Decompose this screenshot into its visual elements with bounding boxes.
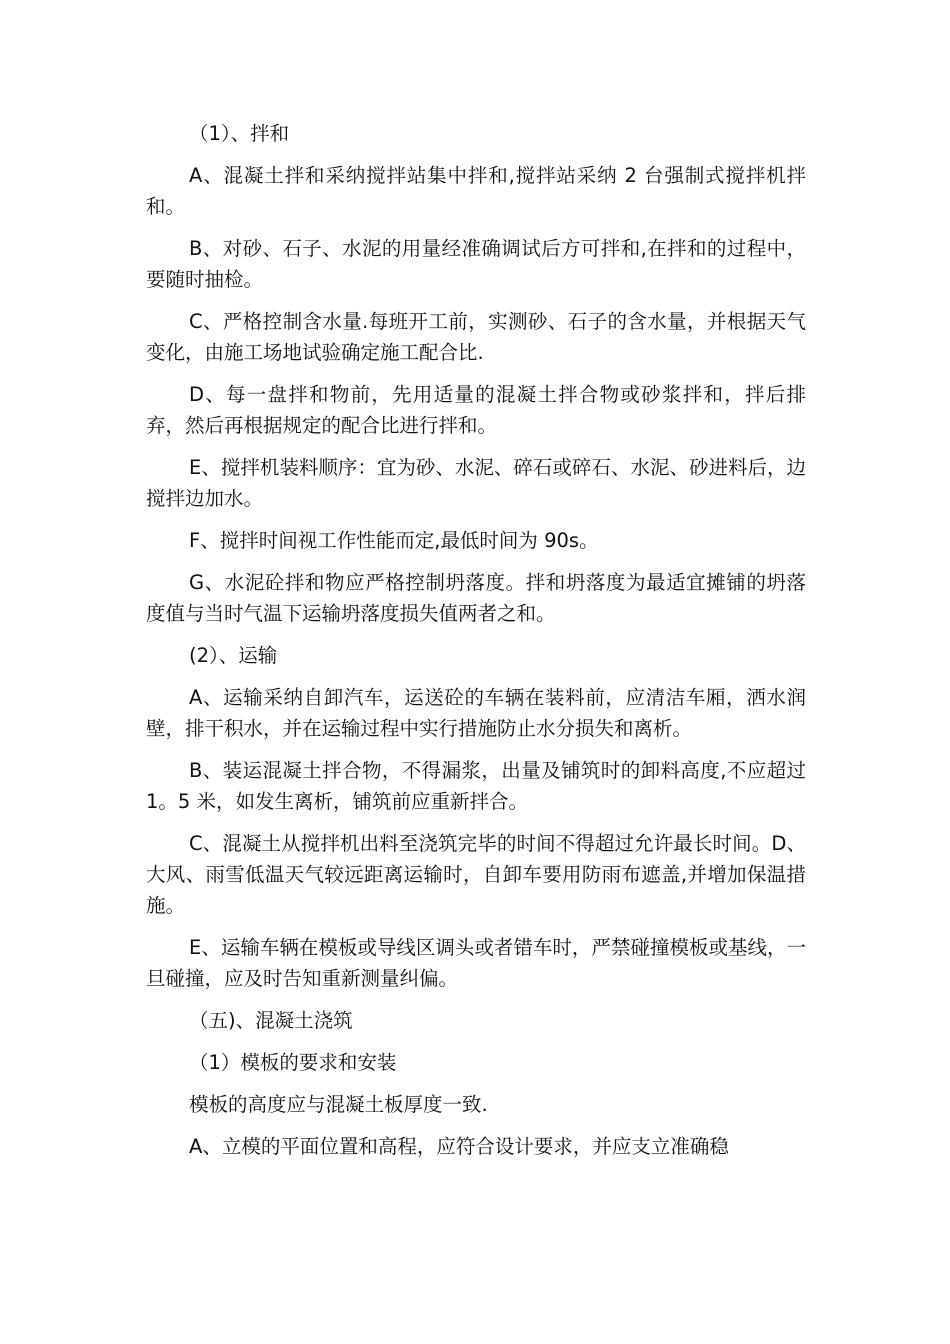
paragraph-transport-e: E、运输车辆在模板或导线区调头或者错车时，严禁碰撞模板或基线，一旦碰撞，应及时告知重新测量纠偏。 [146, 936, 806, 990]
paragraph-mixing-b: B、对砂、石子、水泥的用量经准确调试后方可拌和,在拌和的过程中，要随时抽检。 [146, 237, 806, 291]
section-heading-transport: (2）、运输 [189, 644, 278, 667]
paragraph-transport-c-d: C、混凝土从搅拌机出料至浇筑完毕的时间不得超过允许最长时间。D、大风、雨雪低温天气较远距离运输时，自卸车要用防雨布遮盖,并增加保温措施。 [146, 832, 806, 917]
paragraph-formwork-a: A、立模的平面位置和高程，应符合设计要求，并应支立准确稳 [189, 1135, 729, 1158]
section-heading-pouring: （五)、混凝土浇筑 [189, 1009, 353, 1032]
paragraph-transport-b: B、装运混凝土拌合物，不得漏浆，出量及铺筑时的卸料高度,不应超过 1。5 米，如发生离析，铺筑前应重新拌合。 [146, 759, 806, 813]
document-body [146, 118, 806, 1173]
paragraph-transport-a: A、运输采纳自卸汽车，运送砼的车辆在装料前，应清洁车厢，洒水润壁，排干积水，并在运输过程中实行措施防止水分损失和离析。 [146, 686, 806, 740]
paragraph-mixing-a: A、混凝土拌和采纳搅拌站集中拌和,搅拌站采纳 2 台强制式搅拌机拌和。 [146, 164, 806, 218]
paragraph-mixing-f: F、搅拌时间视工作性能而定,最低时间为 90s。 [189, 529, 599, 552]
section-heading-mixing: （1）、拌和 [189, 122, 290, 145]
paragraph-mixing-d: D、每一盘拌和物前，先用适量的混凝土拌合物或砂浆拌和，拌后排弃，然后再根据规定的配合比进行拌和。 [146, 383, 806, 437]
paragraph-formwork-height: 模板的高度应与混凝土板厚度一致. [189, 1093, 488, 1116]
paragraph-mixing-g: G、水泥砼拌和物应严格控制坍落度。拌和坍落度为最适宜摊铺的坍落度值与当时气温下运输坍落度损失值两者之和。 [146, 571, 806, 625]
subsection-heading-formwork: （1）模板的要求和安装 [189, 1051, 397, 1074]
paragraph-mixing-c: C、严格控制含水量.每班开工前，实测砂、石子的含水量，并根据天气变化，由施工场地试验确定施工配合比. [146, 310, 806, 364]
paragraph-mixing-e: E、搅拌机装料顺序：宜为砂、水泥、碎石或碎石、水泥、砂进料后，边搅拌边加水。 [146, 456, 806, 510]
